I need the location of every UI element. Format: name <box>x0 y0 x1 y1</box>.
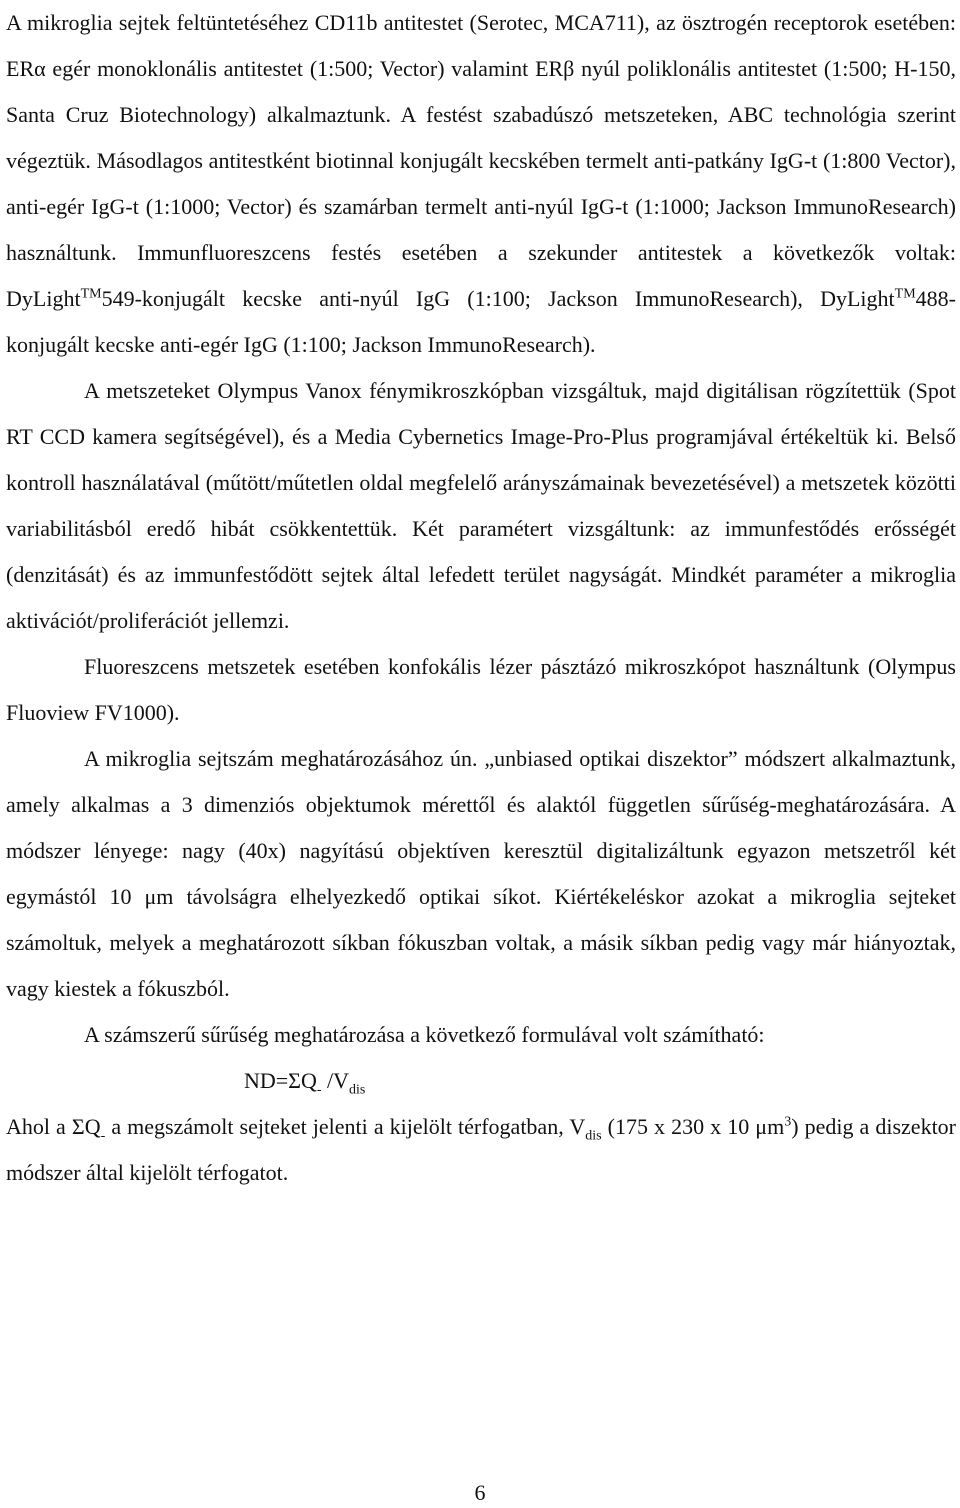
paragraph-confocal: Fluoreszcens metszetek esetében konfokális lézer pásztázó mikroszkópot használtunk (Olympus Fluoview FV1000). <box>6 654 956 725</box>
paragraph-antibodies <box>6 0 956 368</box>
exponent-sup: 3 <box>784 1114 792 1130</box>
formula-text: ND=ΣQ <box>244 1068 317 1093</box>
paragraph-disector: A mikroglia sejtszám meghatározásához ún. „unbiased optikai diszektor” módszert alkalmaztunk, amely alkalmas a 3 dimenziós objektumok mérettől és alaktól független sűrűség-meghatározására. A módszer lényege: nagy (40x) nagyítású objektíven keresztül digitalizáltunk egyazon metszetről két egymástól 10 μm távolságra elhelyezkedő optikai síkot. Kiértékeléskor azokat a mikroglia sejteket számoltuk, melyek a meghatározott síkban fókuszban voltak, a másik síkban pedig vagy már hiányoztak, vagy kiestek a fókuszból. <box>6 746 956 1001</box>
formula-text: /V <box>321 1068 350 1093</box>
paragraph-text: (175 x 230 x 10 μm <box>601 1114 785 1139</box>
paragraph-definition <box>6 1104 956 1196</box>
body-text <box>6 0 956 1196</box>
formula-sub: - <box>316 1082 322 1098</box>
formula-sub: dis <box>585 1128 602 1144</box>
page-number: 6 <box>474 1480 486 1505</box>
paragraph-text: ) pedig a diszektor módszer által kijelölt térfogatot. <box>6 1114 957 1185</box>
formula-sub: - <box>100 1128 106 1144</box>
formula <box>6 1058 956 1104</box>
paragraph-text: a megszámolt sejteket jelenti a kijelölt térfogatban, V <box>105 1114 586 1139</box>
paragraph-microscopy: A metszeteket Olympus Vanox fénymikroszkópban vizsgáltuk, majd digitálisan rögzítettük (Spot RT CCD kamera segítségével), és a Media Cybernetics Image-Pro-Plus programjával értékeltük ki. Belső kontroll használatával (műtött/műtetlen oldal megfelelő arányszámainak bevezetésével) a metszetek közötti variabilitásból eredő hibát csökkentettük. Két paramétert vizsgáltunk: az immunfestődés erősségét (denzitását) és az immunfestődött sejtek által lefedett terület nagyságát. Mindkét paraméter a mikroglia aktivációt/proliferációt jellemzi. <box>6 378 956 633</box>
paragraph-text: Ahol a ΣQ <box>6 1114 101 1139</box>
paragraph-density: A számszerű sűrűség meghatározása a következő formulával volt számítható: <box>84 1022 765 1047</box>
paragraph-text: A mikroglia sejtek feltüntetéséhez CD11b antitestet (Serotec, MCA711), az ösztrogén receptorok esetében: ERα egér monoklonális antitestet (1:500; Vector) valamint ERβ nyúl poliklonális antitestet (1:500; H-150, Santa Cruz Biotechnology) alkalmaztunk. A festést szabadúszó metszeteken, ABC technológia szerint végeztük. Másodlagos antitestként biotinnal konjugált kecskében termelt anti-patkány IgG-t (1:800 Vector), anti-egér IgG-t (1:1000; Vector) és szamárban termelt anti-nyúl IgG-t (1:1000; Jackson ImmunoResearch) használtunk. Immunfluoreszcens festés esetében a szekunder antitestek a következők voltak: DyLight <box>6 10 956 311</box>
paragraph-text: 549-konjugált kecske anti-nyúl IgG (1:100; Jackson ImmunoResearch), DyLight <box>101 286 895 311</box>
paragraph-text: 488-konjugált kecske anti-egér IgG (1:100; Jackson ImmunoResearch). <box>6 286 956 357</box>
trademark-sup: TM <box>80 286 102 302</box>
formula-sub: dis <box>349 1082 366 1098</box>
trademark-sup: TM <box>894 286 916 302</box>
